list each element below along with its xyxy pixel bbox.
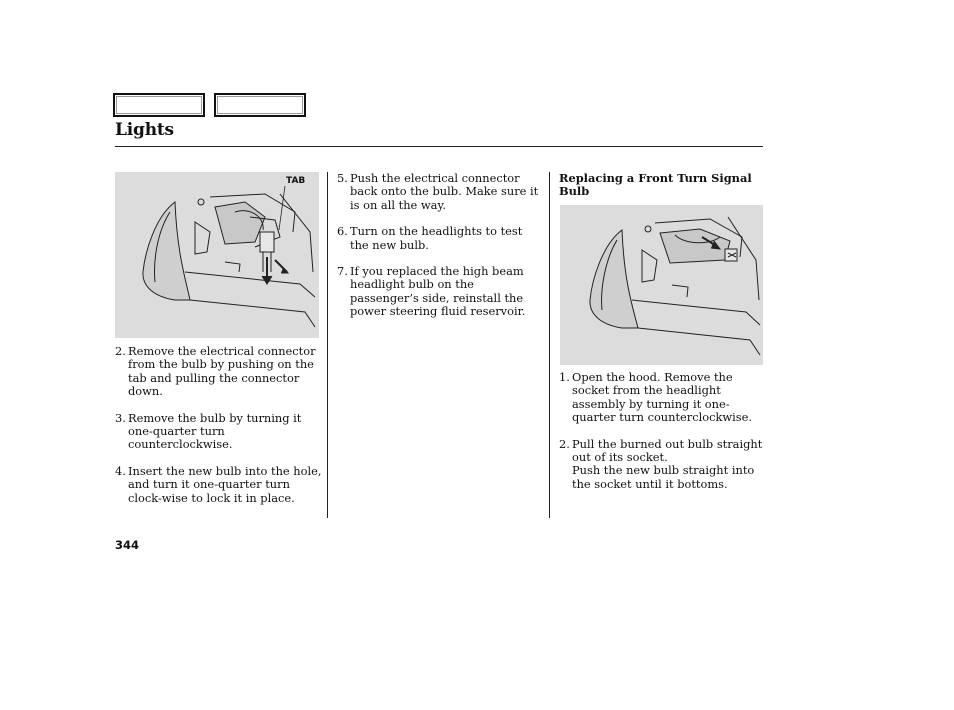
page-number: 344 bbox=[115, 538, 140, 552]
step-number: 5. bbox=[337, 171, 348, 185]
step-number: 2. bbox=[115, 344, 126, 358]
step-5 bbox=[337, 172, 543, 212]
step-4 bbox=[115, 465, 322, 505]
page-title: Lights bbox=[115, 120, 174, 140]
step-text-continued: Push the new bulb straight into the socket until it bottoms. bbox=[572, 463, 755, 491]
step-2-turn-signal bbox=[559, 438, 765, 492]
step-1 bbox=[559, 371, 765, 425]
step-number: 1. bbox=[559, 370, 570, 384]
step-text: Remove the electrical connector from the bulb by pushing on the tab and pulling the connector down. bbox=[128, 344, 316, 399]
step-7 bbox=[337, 265, 543, 319]
title-rule bbox=[115, 146, 763, 147]
column-divider-2 bbox=[549, 172, 550, 518]
step-number: 6. bbox=[337, 224, 348, 239]
step-number: 7. bbox=[337, 264, 348, 279]
step-text: Insert the new bulb into the hole, and turn it one-quarter turn clock-wise to lock it in place. bbox=[128, 463, 322, 505]
step-text: Remove the bulb by turning it one-quarter turn counterclockwise. bbox=[128, 410, 302, 452]
step-text: Open the hood. Remove the socket from the headlight assembly by turning it one-quarter turn counterclockwise. bbox=[572, 370, 752, 425]
column-divider-1 bbox=[327, 172, 328, 518]
nav-tab-left[interactable] bbox=[113, 93, 205, 117]
step-2 bbox=[115, 345, 322, 399]
nav-tab-right[interactable] bbox=[214, 93, 306, 117]
step-text: If you replaced the high beam headlight bulb on the passenger’s side, reinstall the power steering fluid reservoir. bbox=[350, 264, 526, 319]
step-number: 3. bbox=[115, 410, 126, 425]
step-text: Pull the burned out bulb straight out of its socket. bbox=[572, 436, 763, 465]
step-6 bbox=[337, 225, 543, 252]
step-3 bbox=[115, 412, 322, 452]
tab-callout-label: TAB bbox=[286, 176, 306, 186]
step-text: Turn on the headlights to test the new bulb. bbox=[350, 224, 523, 252]
column-1-steps bbox=[115, 345, 322, 518]
section-heading: Replacing a Front Turn Signal Bulb bbox=[559, 171, 752, 198]
step-text: Push the electrical connector back onto the bulb. Make sure it is on all the way. bbox=[350, 171, 539, 212]
step-number: 2. bbox=[559, 436, 570, 451]
turn-signal-socket-illustration bbox=[560, 205, 763, 365]
headlight-bulb-illustration bbox=[115, 172, 319, 338]
column-3-steps bbox=[559, 371, 765, 504]
step-number: 4. bbox=[115, 463, 126, 478]
column-2-steps bbox=[337, 172, 543, 332]
